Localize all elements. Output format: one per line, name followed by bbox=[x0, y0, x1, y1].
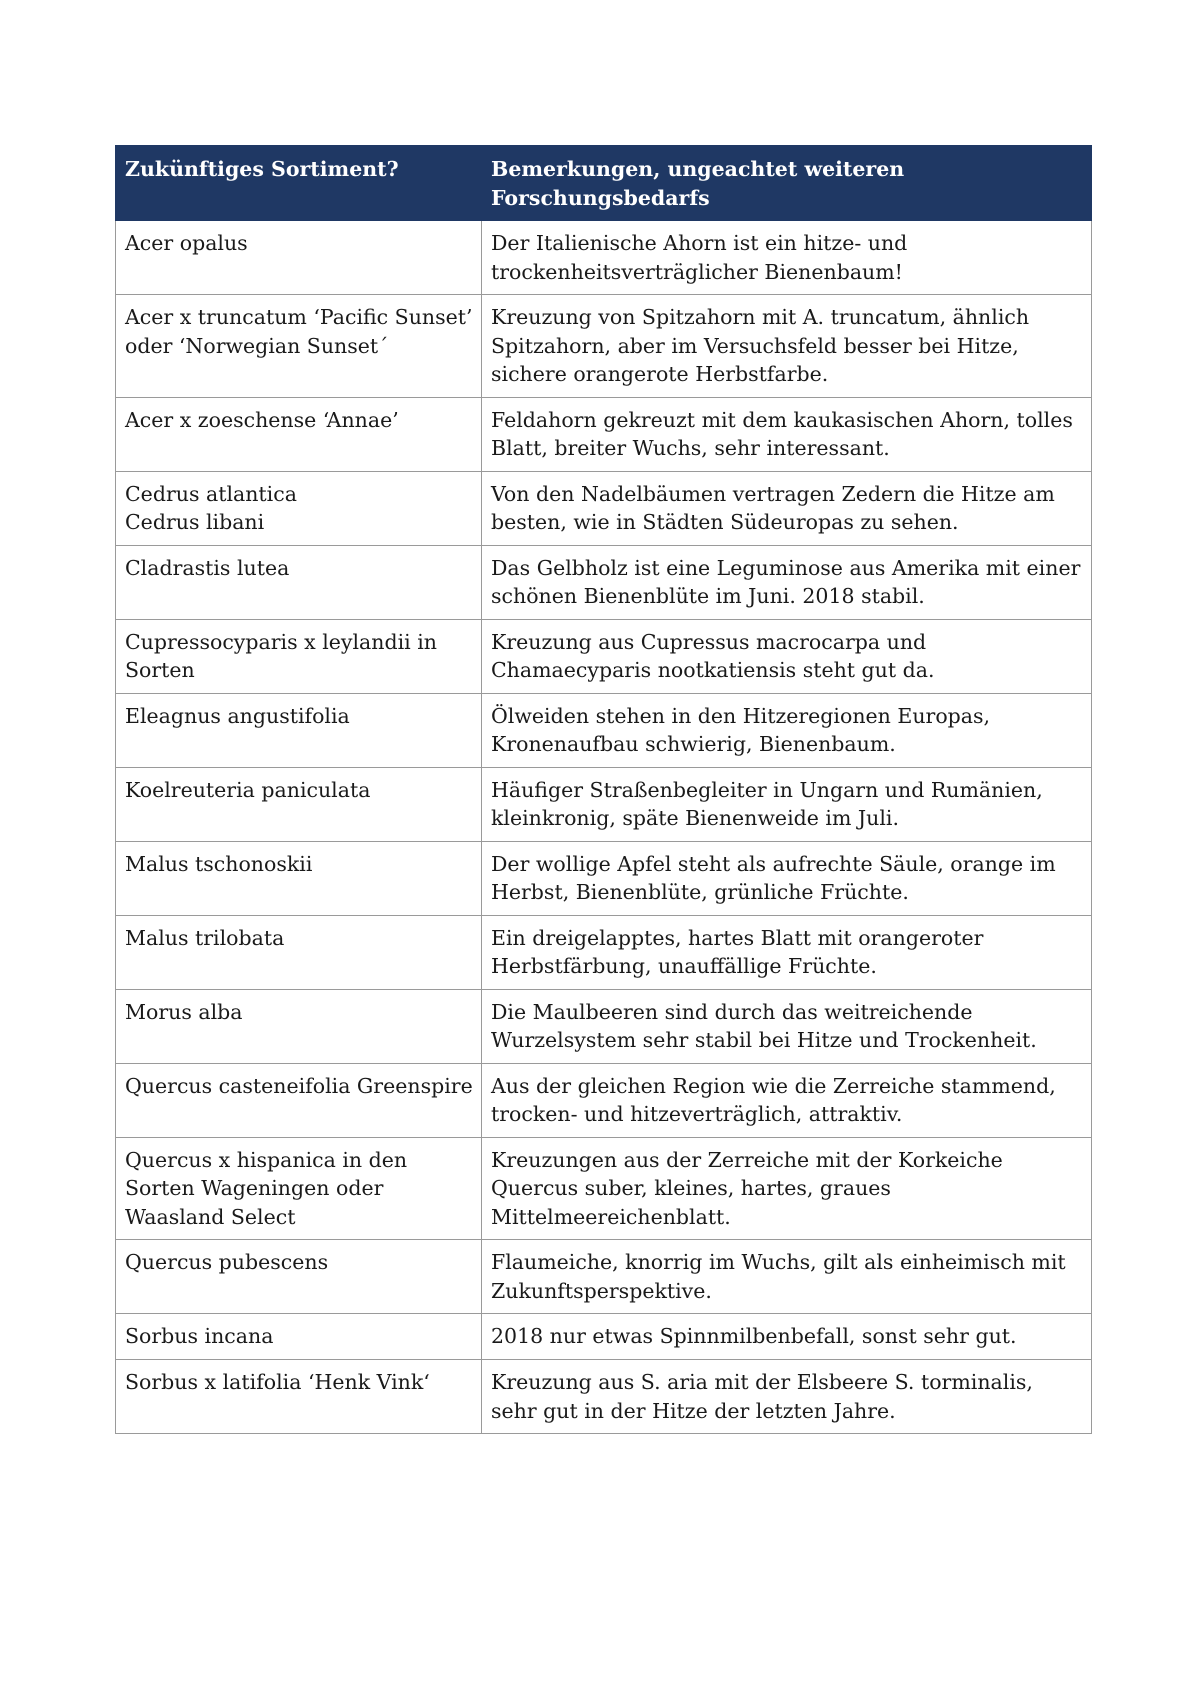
species-cell: Cladrastis lutea bbox=[116, 545, 482, 619]
species-cell: Cedrus atlantica Cedrus libani bbox=[116, 471, 482, 545]
table-row bbox=[116, 619, 1092, 693]
remark-cell: Flaumeiche, knorrig im Wuchs, gilt als einheimisch mit Zukunftsperspektive. bbox=[482, 1240, 1092, 1314]
remark-cell: Von den Nadelbäumen vertragen Zedern die Hitze am besten, wie in Städten Südeuropas zu sehen. bbox=[482, 471, 1092, 545]
table-row bbox=[116, 397, 1092, 471]
species-cell: Cupressocyparis x leylandii in Sorten bbox=[116, 619, 482, 693]
remark-cell: Die Maulbeeren sind durch das weitreichende Wurzelsystem sehr stabil bei Hitze und Trockenheit. bbox=[482, 989, 1092, 1063]
remark-cell: Der Italienische Ahorn ist ein hitze- und trockenheitsverträglicher Bienenbaum! bbox=[482, 221, 1092, 295]
species-cell: Quercus casteneifolia Greenspire bbox=[116, 1063, 482, 1137]
table-row bbox=[116, 841, 1092, 915]
table-row bbox=[116, 1360, 1092, 1434]
remark-cell: Feldahorn gekreuzt mit dem kaukasischen Ahorn, tolles Blatt, breiter Wuchs, sehr interessant. bbox=[482, 397, 1092, 471]
table-header-row bbox=[116, 146, 1092, 221]
remark-cell: Kreuzung aus Cupressus macrocarpa und Chamaecyparis nootkatiensis steht gut da. bbox=[482, 619, 1092, 693]
table-row bbox=[116, 767, 1092, 841]
species-cell: Morus alba bbox=[116, 989, 482, 1063]
species-cell: Acer x zoeschense ‘Annae’ bbox=[116, 397, 482, 471]
remark-cell: Ölweiden stehen in den Hitzeregionen Europas, Kronenaufbau schwierig, Bienenbaum. bbox=[482, 693, 1092, 767]
table-row bbox=[116, 1063, 1092, 1137]
species-cell: Sorbus x latifolia ‘Henk Vink‘ bbox=[116, 1360, 482, 1434]
remark-cell: Ein dreigelapptes, hartes Blatt mit orangeroter Herbstfärbung, unauffällige Früchte. bbox=[482, 915, 1092, 989]
table-row bbox=[116, 545, 1092, 619]
species-cell: Quercus pubescens bbox=[116, 1240, 482, 1314]
table-row bbox=[116, 1137, 1092, 1240]
remark-cell: Kreuzung aus S. aria mit der Elsbeere S. torminalis, sehr gut in der Hitze der letzten Jahre. bbox=[482, 1360, 1092, 1434]
table-row bbox=[116, 471, 1092, 545]
remark-cell: Kreuzung von Spitzahorn mit A. truncatum, ähnlich Spitzahorn, aber im Versuchsfeld besser bei Hitze, sichere orangerote Herbstfarbe. bbox=[482, 295, 1092, 398]
species-cell: Koelreuteria paniculata bbox=[116, 767, 482, 841]
remark-cell: Der wollige Apfel steht als aufrechte Säule, orange im Herbst, Bienenblüte, grünliche Früchte. bbox=[482, 841, 1092, 915]
species-table bbox=[115, 145, 1092, 1434]
species-cell: Malus trilobata bbox=[116, 915, 482, 989]
table-row bbox=[116, 915, 1092, 989]
remark-cell: Das Gelbholz ist eine Leguminose aus Amerika mit einer schönen Bienenblüte im Juni. 2018 stabil. bbox=[482, 545, 1092, 619]
header-bemerkungen: Bemerkungen, ungeachtet weiteren Forschungsbedarfs bbox=[482, 146, 1092, 221]
species-cell: Acer opalus bbox=[116, 221, 482, 295]
table-row bbox=[116, 693, 1092, 767]
remark-cell: Häufiger Straßenbegleiter in Ungarn und Rumänien, kleinkronig, späte Bienenweide im Juli. bbox=[482, 767, 1092, 841]
table-row bbox=[116, 1240, 1092, 1314]
species-cell: Eleagnus angustifolia bbox=[116, 693, 482, 767]
species-cell: Acer x truncatum ‘Pacific Sunset’ oder ‘Norwegian Sunset´ bbox=[116, 295, 482, 398]
remark-cell: 2018 nur etwas Spinnmilbenbefall, sonst sehr gut. bbox=[482, 1314, 1092, 1360]
table-row bbox=[116, 989, 1092, 1063]
table-row bbox=[116, 221, 1092, 295]
header-sortiment: Zukünftiges Sortiment? bbox=[116, 146, 482, 221]
species-cell: Malus tschonoskii bbox=[116, 841, 482, 915]
table-row bbox=[116, 295, 1092, 398]
table-row bbox=[116, 1314, 1092, 1360]
species-cell: Sorbus incana bbox=[116, 1314, 482, 1360]
remark-cell: Aus der gleichen Region wie die Zerreiche stammend, trocken- und hitzeverträglich, attraktiv. bbox=[482, 1063, 1092, 1137]
remark-cell: Kreuzungen aus der Zerreiche mit der Korkeiche Quercus suber, kleines, hartes, graues Mittelmeereichenblatt. bbox=[482, 1137, 1092, 1240]
species-cell: Quercus x hispanica in den Sorten Wageningen oder Waasland Select bbox=[116, 1137, 482, 1240]
